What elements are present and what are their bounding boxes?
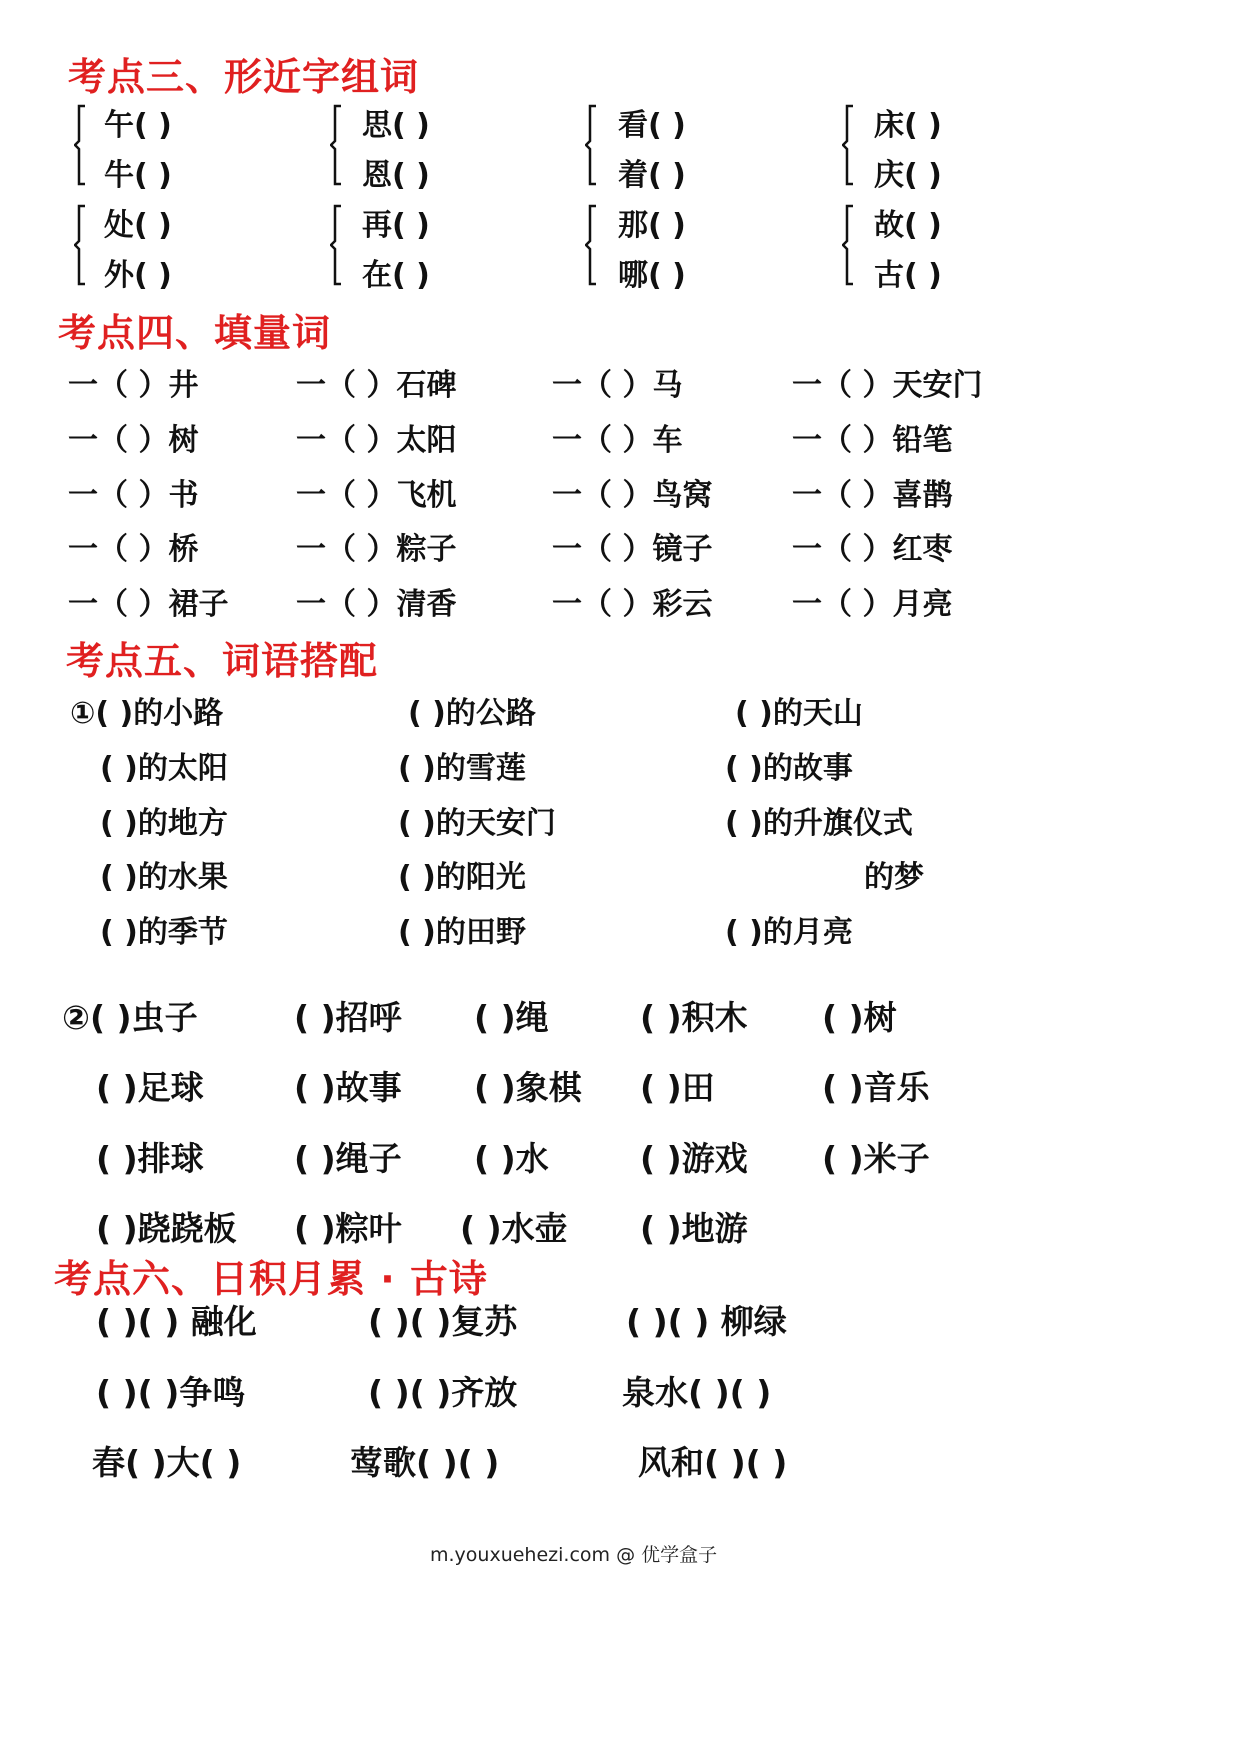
verb-match-item: ( )田 [640,1068,715,1107]
verb-match-item: ( )水 [474,1139,549,1178]
measure-word-item: 一（ ）车 [552,423,683,458]
phrase-match-item: ( )的公路 [408,696,536,731]
verb-match-item: ( )招呼 [294,998,402,1037]
phrase-match-item: ( )的太阳 [100,751,228,786]
brace-icon [842,204,854,286]
verb-match-item: ( )粽叶 [294,1209,402,1248]
phrase-match-item: ( )的月亮 [725,915,853,950]
brace-icon [585,104,597,186]
measure-word-item: 一（ ）彩云 [552,587,713,622]
verb-match-item: ( )游戏 [640,1139,748,1178]
verb-match-item: ( )排球 [96,1139,204,1178]
phrase-match-item: ①( )的小路 [70,696,224,731]
section6-title: 考点六、日积月累 · 古诗 [54,1257,488,1301]
phrase-match-item: ( )的天安门 [398,806,556,841]
word-pair-top: 看( ) [618,108,686,143]
word-pair-top: 故( ) [874,208,942,243]
poem-fill-item: ( )( ) 柳绿 [626,1302,787,1341]
word-pair-bottom: 在( ) [362,258,430,293]
measure-word-item: 一（ ）桥 [68,532,199,567]
word-pair-bottom: 着( ) [618,158,686,193]
verb-match-item: ( )米子 [822,1139,930,1178]
phrase-match-item: ( )的雪莲 [398,751,526,786]
brace-icon [585,204,597,286]
measure-word-item: 一（ ）镜子 [552,532,713,567]
measure-word-item: 一（ ）马 [552,368,683,403]
word-pair-bottom: 恩( ) [362,158,430,193]
phrase-match-item: ( )的地方 [100,806,228,841]
verb-match-item: ( )树 [822,998,897,1037]
brace-icon [842,104,854,186]
verb-match-item: ②( )虫子 [62,998,198,1037]
brace-icon [74,104,86,186]
measure-word-item: 一（ ）飞机 [296,478,457,513]
measure-word-item: 一（ ）喜鹊 [792,478,953,513]
phrase-match-item: ( )的田野 [398,915,526,950]
measure-word-item: 一（ ）书 [68,478,199,513]
verb-match-item: ( )绳 [474,998,549,1037]
poem-fill-item: ( )( )争鸣 [96,1373,246,1412]
phrase-match-item: ( )的季节 [100,915,228,950]
verb-match-item: ( )故事 [294,1068,402,1107]
phrase-match-item: ( )的水果 [100,860,228,895]
poem-fill-item: ( )( ) 融化 [96,1302,257,1341]
verb-match-item: ( )跷跷板 [96,1209,237,1248]
word-pair-top: 那( ) [618,208,686,243]
verb-match-item: ( )音乐 [822,1068,930,1107]
poem-fill-item: 泉水( )( ) [622,1373,772,1412]
verb-match-item: ( )地游 [640,1209,748,1248]
word-pair-top: 再( ) [362,208,430,243]
word-pair-top: 处( ) [104,208,172,243]
measure-word-item: 一（ ）石碑 [296,368,457,403]
measure-word-item: 一（ ）天安门 [792,368,983,403]
measure-word-item: 一（ ）井 [68,368,199,403]
measure-word-item: 一（ ）太阳 [296,423,457,458]
word-pair-top: 思( ) [362,108,430,143]
verb-match-item: ( )水壶 [460,1209,568,1248]
section3-title: 考点三、形近字组词 [68,55,420,99]
word-pair-bottom: 古( ) [874,258,942,293]
verb-match-item: ( )积木 [640,998,748,1037]
brace-icon [330,204,342,286]
phrase-match-item: 的梦 [864,860,924,895]
brace-icon [74,204,86,286]
verb-match-item: ( )绳子 [294,1139,402,1178]
measure-word-item: 一（ ）红枣 [792,532,953,567]
phrase-match-item: ( )的故事 [725,751,853,786]
phrase-match-item: ( )的天山 [735,696,863,731]
word-pair-top: 床( ) [874,108,942,143]
verb-match-item: ( )足球 [96,1068,204,1107]
section5-title: 考点五、词语搭配 [66,639,379,683]
measure-word-item: 一（ ）鸟窝 [552,478,713,513]
verb-match-item: ( )象棋 [474,1068,582,1107]
word-pair-bottom: 外( ) [104,258,172,293]
measure-word-item: 一（ ）树 [68,423,199,458]
footer-watermark: m.youxuehezi.com @ 优学盒子 [430,1544,718,1566]
word-pair-bottom: 哪( ) [618,258,686,293]
measure-word-item: 一（ ）铅笔 [792,423,953,458]
poem-fill-item: ( )( )齐放 [368,1373,518,1412]
poem-fill-item: 春( )大( ) [92,1443,242,1482]
measure-word-item: 一（ ）裙子 [68,587,229,622]
measure-word-item: 一（ ）月亮 [792,587,953,622]
section4-title: 考点四、填量词 [58,311,332,355]
phrase-match-item: ( )的阳光 [398,860,526,895]
word-pair-bottom: 庆( ) [874,158,942,193]
poem-fill-item: ( )( )复苏 [368,1302,518,1341]
poem-fill-item: 风和( )( ) [638,1443,788,1482]
word-pair-top: 午( ) [104,108,172,143]
phrase-match-item: ( )的升旗仪式 [725,806,913,841]
measure-word-item: 一（ ）粽子 [296,532,457,567]
poem-fill-item: 莺歌( )( ) [350,1443,500,1482]
word-pair-bottom: 牛( ) [104,158,172,193]
measure-word-item: 一（ ）清香 [296,587,457,622]
brace-icon [330,104,342,186]
